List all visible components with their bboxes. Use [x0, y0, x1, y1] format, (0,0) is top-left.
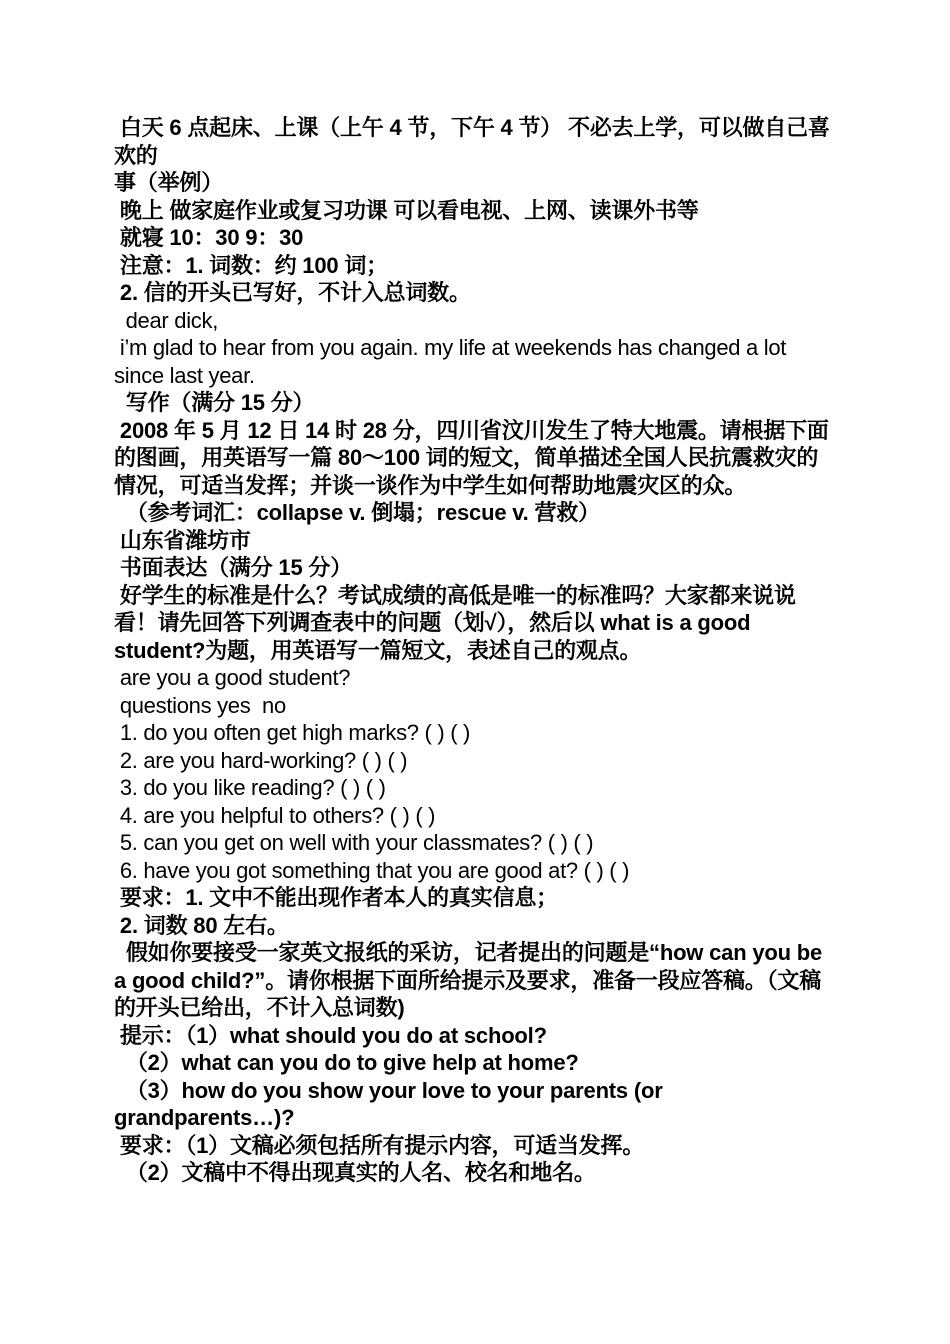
- text-line-2: 事（举例）: [114, 170, 224, 195]
- text-line-10: 2008 年 5 月 12 日 14 时 28 分，四川省汶川发生了特大地震。请根据下面的图画，用英语写一篇 80～100 词的短文，简单描述全国人民抗震救灾的情况，可适当发挥；并谈一谈作为中学生如何帮助地震灾区的众。: [114, 417, 829, 498]
- text-line-24: 2. 词数 80 左右。: [114, 912, 289, 938]
- text-line-5: 注意：1. 词数：约 100 词；: [114, 252, 388, 278]
- text-line-29: 要求：（1）文稿必须包括所有提示内容，可适当发挥。: [114, 1132, 645, 1158]
- text-line-28: （3）how do you show your love to your parents (or grandparents…)?: [114, 1077, 669, 1130]
- text-line-19: 3. do you like reading? ( ) ( ): [114, 775, 386, 800]
- text-line-22: 6. have you got something that you are good at? ( ) ( ): [114, 857, 630, 883]
- text-line-21: 5. can you get on well with your classmates? ( ) ( ): [114, 830, 594, 855]
- document-page: [114, 114, 838, 1187]
- text-line-15: are you a good student?: [114, 665, 351, 690]
- text-line-6: 2. 信的开头已写好，不计入总词数。: [114, 280, 471, 305]
- text-line-18: 2. are you hard-working? ( ) ( ): [114, 747, 408, 773]
- text-line-17: 1. do you often get high marks? ( ) ( ): [114, 720, 471, 745]
- text-line-26: 提示：（1）what should you do at school?: [114, 1022, 547, 1048]
- text-line-11: （参考词汇：collapse v. 倒塌；rescue v. 营救）: [114, 500, 600, 525]
- text-line-7: dear dick,: [114, 307, 219, 333]
- text-line-9: 写作（满分 15 分）: [114, 390, 315, 415]
- text-line-3: 晚上 做家庭作业或复习功课 可以看电视、上网、读课外书等: [114, 197, 699, 223]
- text-line-16: questions yes no: [114, 692, 286, 718]
- text-line-30: （2）文稿中不得出现真实的人名、校名和地名。: [114, 1160, 596, 1185]
- text-line-14: 好学生的标准是什么？考试成绩的高低是唯一的标准吗？大家都来说说看！请先回答下列调查表中的问题（划√），然后以 what is a good student?为题，用英语写一篇短文，表述自己的观点。: [114, 582, 796, 663]
- text-line-12: 山东省潍坊市: [114, 527, 251, 553]
- text-line-25: 假如你要接受一家英文报纸的采访，记者提出的问题是“how can you be a good child?”。请你根据下面所给提示及要求，准备一段应答稿。（文稿的开头已给出，不计入总词数): [114, 940, 828, 1020]
- text-line-23: 要求：1. 文中不能出现作者本人的真实信息；: [114, 885, 558, 910]
- text-line-20: 4. are you helpful to others? ( ) ( ): [114, 802, 436, 828]
- text-line-1: 白天 6 点起床、上课（上午 4 节，下午 4 节） 不必去上学，可以做自己喜欢的: [114, 115, 830, 168]
- text-line-27: （2）what can you do to give help at home?: [114, 1050, 579, 1075]
- text-line-13: 书面表达（满分 15 分）: [114, 555, 353, 580]
- text-line-8: i’m glad to hear from you again. my life at weekends has changed a lot since last year.: [114, 335, 792, 388]
- text-line-4: 就寝 10：30 9：30: [114, 225, 304, 250]
